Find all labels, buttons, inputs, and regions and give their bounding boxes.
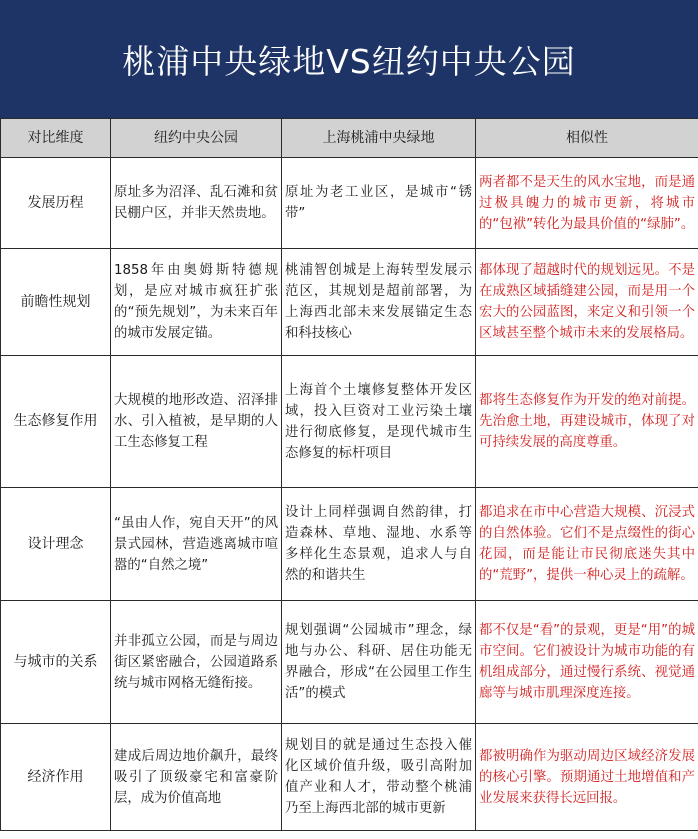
taopu-cell: 设计上同样强调自然韵律，打造森林、草地、湿地、水系等多样化生态景观，追求人与自然的和谐共生 xyxy=(282,488,476,601)
new-york-cell: 1858年由奥姆斯特德规划，是应对城市疯狂扩张的“预先规划”，为未来百年的城市发展定锚。 xyxy=(111,249,282,356)
dimension-cell: 与城市的关系 xyxy=(1,601,111,724)
table-header-row xyxy=(1,119,698,158)
similarity-cell: 都被明确作为驱动周边区域经济发展的核心引擎。预期通过土地增值和产业发展来获得长远回报。 xyxy=(476,724,698,831)
title-banner xyxy=(0,0,698,118)
new-york-cell: 原址多为沼泽、乱石滩和贫民棚户区，并非天然贵地。 xyxy=(111,158,282,249)
dimension-cell: 发展历程 xyxy=(1,158,111,249)
similarity-cell: 都体现了超越时代的规划远见。不是在成熟区域插缝建公园，而是用一个宏大的公园蓝图，来定义和引领一个区域甚至整个城市未来的发展格局。 xyxy=(476,249,698,356)
comparison-table xyxy=(0,118,698,831)
table-row xyxy=(1,356,698,488)
new-york-cell: 建成后周边地价飙升，最终吸引了顶级豪宅和富豪阶层，成为价值高地 xyxy=(111,724,282,831)
taopu-cell: 规划目的就是通过生态投入催化区域价值升级，吸引高附加值产业和人才，带动整个桃浦乃至上海西北部的城市更新 xyxy=(282,724,476,831)
taopu-cell: 规划强调“公园城市”理念，绿地与办公、科研、居住功能无界融合，形成“在公园里工作生活”的模式 xyxy=(282,601,476,724)
table-row xyxy=(1,601,698,724)
dimension-cell: 生态修复作用 xyxy=(1,356,111,488)
taopu-cell: 上海首个土壤修复整体开发区域，投入巨资对工业污染土壤进行彻底修复，是现代城市生态修复的标杆项目 xyxy=(282,356,476,488)
taopu-cell: 桃浦智创城是上海转型发展示范区，其规划是超前部署，为上海西北部未来发展锚定生态和科技核心 xyxy=(282,249,476,356)
dimension-cell: 设计理念 xyxy=(1,488,111,601)
table-row xyxy=(1,158,698,249)
column-header-dimension: 对比维度 xyxy=(1,119,111,158)
table-row xyxy=(1,488,698,601)
similarity-cell: 都追求在市中心营造大规模、沉浸式的自然体验。它们不是点缀性的街心花园，而是能让市民彻底迷失其中的“荒野”，提供一种心灵上的疏解。 xyxy=(476,488,698,601)
column-header-new-york: 纽约中央公园 xyxy=(111,119,282,158)
similarity-cell: 两者都不是天生的风水宝地，而是通过极具魄力的城市更新，将城市的“包袱”转化为最具价值的“绿肺”。 xyxy=(476,158,698,249)
similarity-cell: 都将生态修复作为开发的绝对前提。先治愈土地，再建设城市，体现了对可持续发展的高度尊重。 xyxy=(476,356,698,488)
page-title: 桃浦中央绿地VS纽约中央公园 xyxy=(122,41,576,81)
dimension-cell: 经济作用 xyxy=(1,724,111,831)
table-row xyxy=(1,724,698,831)
column-header-similarity: 相似性 xyxy=(476,119,698,158)
new-york-cell: “虽由人作，宛自天开”的风景式园林，营造逃离城市喧嚣的“自然之境” xyxy=(111,488,282,601)
new-york-cell: 并非孤立公园，而是与周边街区紧密融合，公园道路系统与城市网格无缝衔接。 xyxy=(111,601,282,724)
table-row xyxy=(1,249,698,356)
new-york-cell: 大规模的地形改造、沼泽排水、引入植被，是早期的人工生态修复工程 xyxy=(111,356,282,488)
column-header-taopu: 上海桃浦中央绿地 xyxy=(282,119,476,158)
taopu-cell: 原址为老工业区，是城市“锈带” xyxy=(282,158,476,249)
similarity-cell: 都不仅是“看”的景观，更是“用”的城市空间。它们被设计为城市功能的有机组成部分，通过慢行系统、视觉通廊等与城市肌理深度连接。 xyxy=(476,601,698,724)
dimension-cell: 前瞻性规划 xyxy=(1,249,111,356)
